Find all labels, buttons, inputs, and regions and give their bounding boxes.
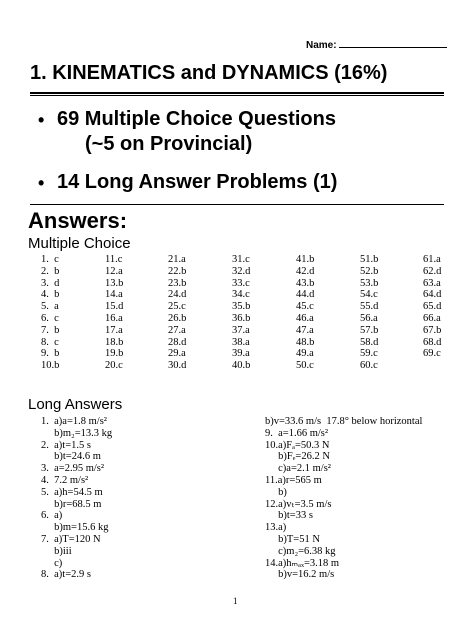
mc-answer: 21.a	[168, 254, 186, 265]
mc-column	[168, 254, 186, 372]
long-answers-heading: Long Answers	[28, 396, 123, 413]
mc-answer: 8. c	[41, 336, 59, 348]
mc-answer: 11.c	[105, 254, 123, 265]
mc-answer: 55.d	[360, 301, 379, 313]
mc-answer: 28.d	[168, 336, 187, 348]
answers-heading: Answers:	[28, 208, 128, 233]
bullet-long-answer: 14 Long Answer Problems (1)	[57, 171, 338, 193]
mc-answer: 39.a	[232, 348, 250, 360]
long-answer-line: 2. a)t=1.5 s	[41, 439, 91, 451]
mc-answer: 13.b	[105, 277, 124, 289]
mc-answer: 32.d	[232, 265, 251, 277]
mc-answer: 10.b	[41, 360, 60, 372]
mc-answer: 40.b	[232, 360, 251, 372]
mc-answer: 9. b	[41, 348, 60, 360]
mc-answer: 23.b	[168, 277, 187, 289]
mc-column	[360, 254, 378, 372]
mc-answer: 67.b	[423, 324, 442, 336]
mc-answer: 50.c	[296, 360, 314, 372]
long-answer-line: 13.a)	[265, 522, 287, 534]
mc-answer: 44.d	[296, 289, 315, 301]
mc-answer: 34.c	[232, 289, 250, 301]
long-answer-line: b)iii	[41, 545, 72, 557]
mc-answer: 17.a	[105, 324, 123, 336]
mc-answer: 3. d	[41, 277, 60, 289]
mc-answer: 52.b	[360, 265, 379, 277]
mc-answer: 30.d	[168, 360, 187, 372]
mc-answer: 15.d	[105, 301, 124, 313]
bullet-icon: •	[38, 110, 45, 130]
long-answers-right-column	[265, 416, 422, 581]
long-answer-line: b)Fₑ=26.2 N	[265, 451, 330, 463]
mc-answer: 45.c	[296, 301, 314, 313]
mc-answer: 16.a	[105, 312, 123, 324]
mc-answer: 31.c	[232, 254, 250, 265]
long-answer-line: b)	[265, 486, 287, 498]
mc-answer: 49.a	[296, 348, 314, 360]
long-answer-line: 7. a)T=120 N	[41, 533, 101, 545]
long-answer-line: c)	[41, 557, 63, 569]
mc-answer: 12.a	[105, 265, 123, 277]
long-answer-line: c)m₂=6.38 kg	[265, 545, 336, 557]
divider-top	[30, 92, 444, 94]
long-answer-line: 8. a)t=2.9 s	[41, 569, 91, 581]
long-answer-line: b)T=51 N	[265, 533, 320, 545]
long-answer-line: b)m₂=13.3 kg	[41, 427, 113, 439]
mc-answer: 38.a	[232, 336, 250, 348]
mc-column	[296, 254, 314, 372]
long-answer-line: 6. a)	[41, 510, 63, 522]
mc-answer: 22.b	[168, 265, 187, 277]
mc-answer: 29.a	[168, 348, 186, 360]
mc-answer: 51.b	[360, 254, 379, 265]
long-answer-line: 12.a)vₜ=3.5 m/s	[265, 498, 332, 510]
page-number: 1	[233, 596, 238, 606]
mc-answer: 41.b	[296, 254, 315, 265]
mc-answer: 64.d	[423, 289, 442, 301]
long-answer-line: b)m=15.6 kg	[41, 522, 109, 534]
mc-answer: 66.a	[423, 312, 441, 324]
long-answer-line: b)v=16.2 m/s	[265, 569, 335, 581]
mc-answer: 20.c	[105, 360, 123, 372]
mc-answer: 7. b	[41, 324, 60, 336]
mc-answer: 69.c	[423, 348, 441, 360]
mc-answer: 42.d	[296, 265, 315, 277]
bullet-multiple-choice-sub: (~5 on Provincial)	[85, 133, 253, 155]
multiple-choice-heading: Multiple Choice	[28, 235, 131, 252]
mc-answer: 14.a	[105, 289, 123, 301]
long-answer-line: 3. a=2.95 m/s²	[41, 463, 105, 475]
mc-answer: 46.a	[296, 312, 314, 324]
mc-answer: 27.a	[168, 324, 186, 336]
mc-answer: 53.b	[360, 277, 379, 289]
long-answer-line: 4. 7.2 m/s²	[41, 474, 89, 486]
mc-answer: 63.a	[423, 277, 441, 289]
divider-top-thin	[30, 95, 444, 96]
long-answer-line: 9. a=1.66 m/s²	[265, 427, 329, 439]
mc-answer: 24.d	[168, 289, 187, 301]
mc-answer: 60.c	[360, 360, 378, 372]
mc-answer: 61.a	[423, 254, 441, 265]
mc-answer: 36.b	[232, 312, 251, 324]
mc-column	[423, 254, 441, 360]
mc-column	[232, 254, 250, 372]
mc-answer: 1. c	[41, 254, 59, 265]
long-answer-line: c)a=2.1 m/s²	[265, 463, 331, 475]
mc-answer: 18.b	[105, 336, 124, 348]
long-answer-line: 5. a)h=54.5 m	[41, 486, 103, 498]
mc-answer: 25.c	[168, 301, 186, 313]
mc-answer: 59.c	[360, 348, 378, 360]
mc-answer: 35.b	[232, 301, 251, 313]
mc-answer: 58.d	[360, 336, 379, 348]
page-title: 1. KINEMATICS and DYNAMICS (16%)	[30, 62, 388, 84]
mc-answer: 2. b	[41, 265, 60, 277]
long-answer-line: b)r=68.5 m	[41, 498, 102, 510]
bullet-multiple-choice: 69 Multiple Choice Questions	[57, 108, 336, 130]
divider-bottom	[30, 204, 444, 205]
mc-column	[41, 254, 59, 372]
mc-answer: 68.d	[423, 336, 442, 348]
long-answer-line: 11.a)r=565 m	[265, 474, 322, 486]
long-answer-line: 14.a)hₘₐₓ=3.18 m	[265, 557, 340, 569]
mc-answer: 33.c	[232, 277, 250, 289]
mc-answer: 43.b	[296, 277, 315, 289]
mc-answer: 26.b	[168, 312, 187, 324]
mc-answer: 19.b	[105, 348, 124, 360]
mc-answer: 37.a	[232, 324, 250, 336]
mc-answer: 56.a	[360, 312, 378, 324]
mc-answer: 57.b	[360, 324, 379, 336]
mc-answer: 54.c	[360, 289, 378, 301]
mc-column	[105, 254, 123, 372]
long-answers-left-column	[41, 416, 112, 581]
mc-answer: 47.a	[296, 324, 314, 336]
long-answer-line: b)v=33.6 m/s 17.8° below horizontal	[265, 416, 423, 427]
mc-answer: 5. a	[41, 301, 59, 313]
mc-answer: 62.d	[423, 265, 442, 277]
mc-answer: 6. c	[41, 312, 59, 324]
long-answer-line: b)t=24.6 m	[41, 451, 101, 463]
long-answer-line: 10.a)Fₐ=50.3 N	[265, 439, 330, 451]
mc-answer: 4. b	[41, 289, 60, 301]
long-answer-line: 1. a)a=1.8 m/s²	[41, 416, 107, 427]
name-blank-line	[339, 47, 447, 48]
name-label: Name:	[306, 40, 337, 51]
bullet-icon: •	[38, 173, 45, 193]
mc-answer: 48.b	[296, 336, 315, 348]
mc-answer: 65.d	[423, 301, 442, 313]
long-answer-line: b)t=33 s	[265, 510, 313, 522]
